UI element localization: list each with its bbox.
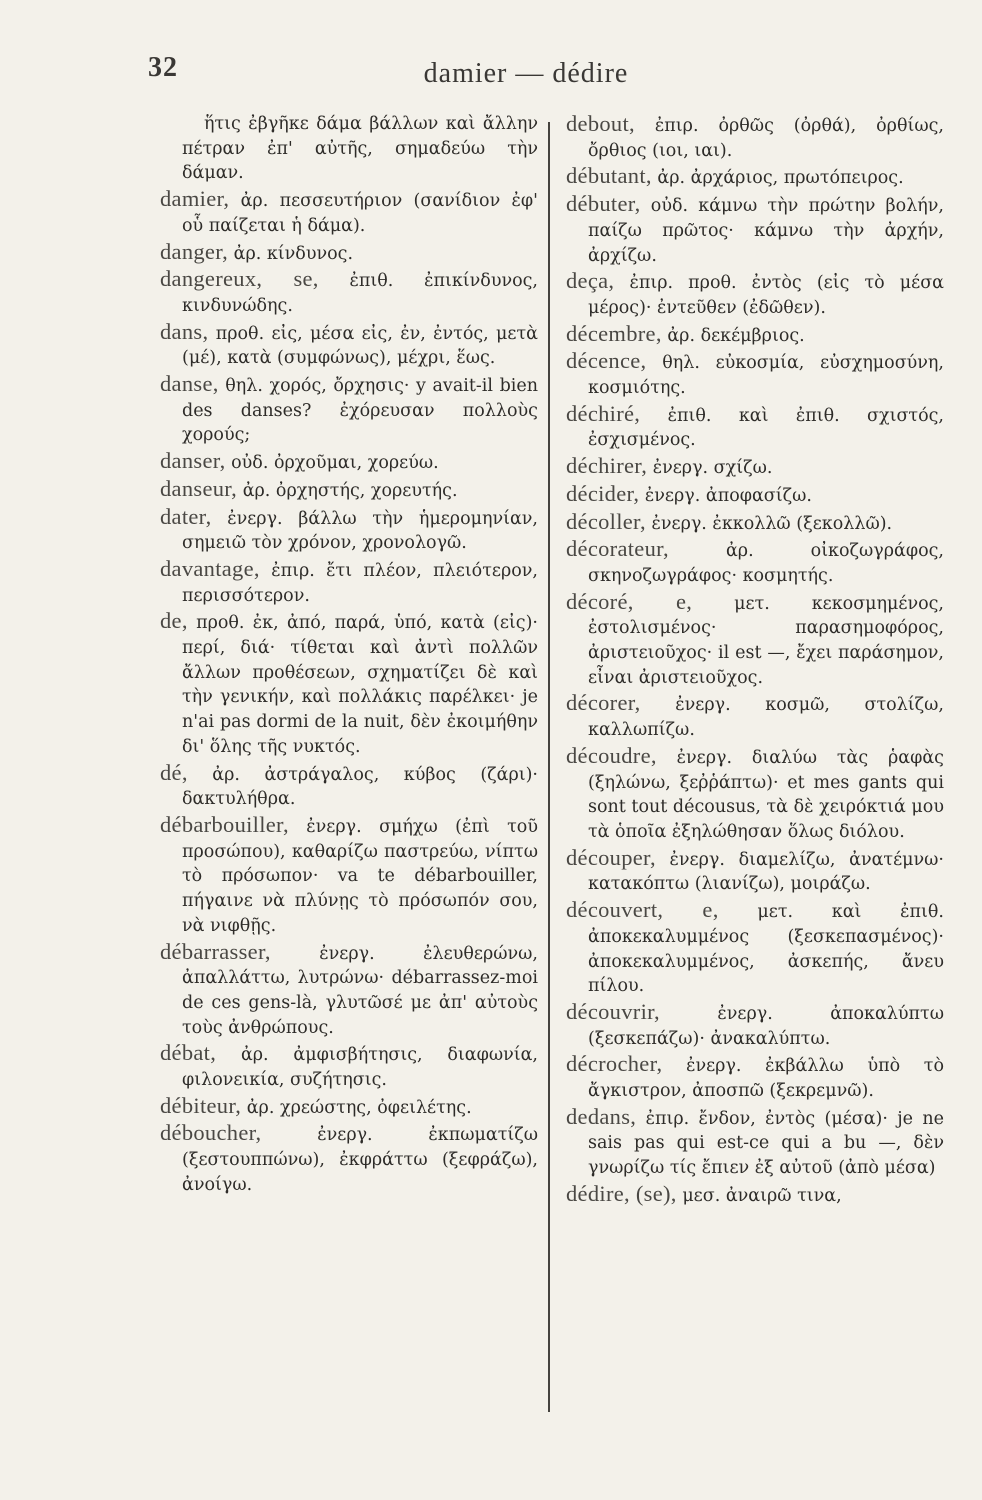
dictionary-entry xyxy=(160,449,538,476)
entry-headword: débuter, xyxy=(566,191,641,217)
entry-headword: décrocher, xyxy=(566,1051,663,1077)
dictionary-entry xyxy=(160,267,538,318)
dictionary-entry xyxy=(160,557,538,608)
dictionary-entry xyxy=(566,482,944,509)
entry-headword: dedans, xyxy=(566,1103,637,1129)
entry-headword: danger, xyxy=(160,238,229,264)
dictionary-entry xyxy=(566,1105,944,1181)
entry-headword: danse, xyxy=(160,371,219,397)
entry-definition: μεσ. ἀναιρῶ τινα, xyxy=(682,1185,842,1206)
entry-definition: ἥτις ἐβγῆκε δάμα βάλλων καὶ ἄλλην πέτραν ἐπ' αὐτῆς, σημαδεύω τὴν δάμαν. xyxy=(182,114,538,184)
dictionary-entry xyxy=(566,898,944,999)
dictionary-entry xyxy=(566,1182,944,1209)
entry-headword: décence, xyxy=(566,348,647,374)
entry-headword: découvrir, xyxy=(566,998,660,1024)
dictionary-entry xyxy=(160,813,538,939)
dictionary-entry xyxy=(160,320,538,371)
dictionary-entry xyxy=(566,402,944,453)
dictionary-entry xyxy=(160,761,538,812)
entry-headword: découvert, e, xyxy=(566,897,719,923)
entry-definition: οὐδ. ὀρχοῦμαι, χορεύω. xyxy=(231,453,439,474)
entry-definition: μετ. κεκοσμημένος, ἐστολισμένος· παρασημοφόρος, ἀριστειοῦχος· il est —, ἔχει παράσημον, εἶναι ἀριστειοῦχος. xyxy=(588,593,944,688)
entry-definition: ἐνεργ. διαλύω τὰς ῥαφὰς (ξηλώνω, ξεῤῥάπτω)· et mes gants qui sont tout décousus, τὰ δὲ χειρόκτιά μου τὰ ὁποῖα ἐξηλώθησαν ὅλως διόλου. xyxy=(588,747,944,842)
entry-headword: déboucher, xyxy=(160,1120,262,1146)
entry-headword: danser, xyxy=(160,448,226,474)
entry-definition: ἐπιρ. προθ. ἐντὸς (εἰς τὸ μέσα μέρος)· ἐντεῦθεν (ἐδῶθεν). xyxy=(588,273,944,318)
dictionary-entry xyxy=(160,1094,538,1121)
entry-definition: ἐνεργ. σχίζω. xyxy=(652,458,773,479)
entry-definition: προθ. εἰς, μέσα εἰς, ἐν, ἐντός, μετὰ (μέ), κατὰ (συμφώνως), μέχρι, ἕως. xyxy=(182,323,538,369)
entry-headword: décider, xyxy=(566,480,640,506)
entry-definition: ἀρ. ἀρχάριος, πρωτόπειρος. xyxy=(657,168,904,189)
dictionary-entry xyxy=(566,590,944,691)
entry-definition: ἐπιθ. καὶ ἐπιθ. σχιστός, ἐσχισμένος. xyxy=(588,405,944,451)
dictionary-entry xyxy=(160,1121,538,1197)
page-number: 32 xyxy=(148,52,178,83)
dictionary-entry xyxy=(160,477,538,504)
entry-definition: ἀρ. χρεώστης, ὀφειλέτης. xyxy=(246,1097,472,1118)
entry-headword: débiteur, xyxy=(160,1092,242,1118)
entry-headword: décoller, xyxy=(566,508,646,534)
dictionary-entry xyxy=(566,691,944,742)
dictionary-entry xyxy=(566,269,944,320)
dictionary-entry xyxy=(566,537,944,588)
entry-headword: décoré, e, xyxy=(566,588,693,614)
entry-definition: μετ. καὶ ἐπιθ. ἀποκεκαλυμμένος (ξεσκεπασμένος)· ἀποκεκαλυμμένος, ἀσκεπής, ἄνευ πίλου. xyxy=(588,902,944,997)
entry-definition: ἀρ. πεσσευτήριον (σανίδιον ἐφ' οὗ παίζεται ἡ δάμα). xyxy=(182,191,538,236)
dictionary-entry xyxy=(566,192,944,268)
entry-definition: ἐνεργ. διαμελίζω, ἀνατέμνω· κατακόπτω (λιανίζω), μοιράζω. xyxy=(588,849,944,895)
dictionary-entry xyxy=(160,112,538,186)
dictionary-entry xyxy=(566,322,944,349)
entry-headword: dans, xyxy=(160,318,209,344)
entry-headword: débarbouiller, xyxy=(160,811,289,837)
left-column xyxy=(160,112,538,1199)
dictionary-entry xyxy=(160,940,538,1041)
column-divider xyxy=(548,122,550,1412)
entry-headword: dater, xyxy=(160,503,212,529)
entry-headword: débarrasser, xyxy=(160,938,271,964)
entry-headword: découper, xyxy=(566,844,656,870)
entry-definition: οὐδ. κάμνω τὴν πρώτην βολήν, παίζω πρῶτος· κάμνω τὴν ἀρχήν, ἀρχίζω. xyxy=(588,196,944,266)
entry-headword: débat, xyxy=(160,1040,217,1066)
entry-definition: ἐνεργ. σμήχω (ἐπὶ τοῦ προσώπου), καθαρίζω παστρεύω, νίπτω τὸ πρόσωπον· va te débarbouiller, πήγαινε νὰ πλύνῃς τὸ πρόσωπόν σου, νὰ νιφθῇς. xyxy=(182,816,538,936)
entry-definition: προθ. ἐκ, ἀπό, παρά, ὑπό, κατὰ (εἰς)· περί, διά· τίθεται καὶ ἀντὶ πολλῶν ἄλλων προθέσεων, σχηματίζει δὲ καὶ τὴν γενικήν, καὶ πολλάκις παρέλκει· je n'ai pas dormi de la nuit, δὲν ἐκοιμήθην δι' ὅλης τῆς νυκτός. xyxy=(182,613,538,757)
entry-definition: θηλ. χορός, ὄρχησις· y avait-il bien des danses? ἐχόρευσαν πολλοὺς χορούς; xyxy=(182,376,538,446)
entry-definition: ἀρ. κίνδυνος. xyxy=(233,243,354,264)
entry-headword: debout, xyxy=(566,111,635,136)
entry-definition: ἀρ. οἰκοζωγράφος, σκηνοζωγράφος· κοσμητής. xyxy=(588,541,944,586)
entry-definition: θηλ. εὐκοσμία, εὐσχημοσύνη, κοσμιότης. xyxy=(588,353,944,399)
entry-definition: ἐπιρ. ἔτι πλέον, πλειότερον, περισσότερον. xyxy=(182,560,538,606)
entry-definition: ἐνεργ. κοσμῶ, στολίζω, καλλωπίζω. xyxy=(588,695,944,741)
entry-headword: découdre, xyxy=(566,742,657,768)
entry-headword: débutant, xyxy=(566,163,652,189)
dictionary-entry xyxy=(566,1052,944,1103)
entry-headword: décorateur, xyxy=(566,536,669,562)
entry-headword: damier, xyxy=(160,186,230,212)
entry-definition: ἐπιρ. ἔνδον, ἐντὸς (μέσα)· je ne sais pas qui est-ce qui a bu —, δὲν γνωρίζω τίς ἔπιεν ἐξ αὐτοῦ (ἀπὸ μέσα) xyxy=(588,1108,944,1179)
dictionary-entry xyxy=(566,349,944,400)
entry-definition: ἐπιρ. ὀρθῶς (ὀρθά), ὀρθίως, ὄρθιος (ιοι, ιαι). xyxy=(588,116,944,161)
entry-definition: ἀρ. ὀρχηστής, χορευτής. xyxy=(242,480,458,501)
entry-definition: ἐνεργ. ἀποκαλύπτω (ξεσκεπάζω)· ἀνακαλύπτω. xyxy=(588,1003,944,1049)
entry-headword: dé, xyxy=(160,759,188,785)
dictionary-entry xyxy=(566,510,944,537)
dictionary-entry xyxy=(566,744,944,845)
entry-headword: dédire, (se), xyxy=(566,1180,677,1206)
dictionary-entry xyxy=(160,372,538,448)
running-head: damier — dédire xyxy=(423,58,629,89)
dictionary-entry xyxy=(566,846,944,897)
entry-definition: ἐνεργ. ἐλευθερώνω, ἀπαλλάττω, λυτρώνω· débarrassez-moi de ces gens-là, γλυτῶσέ με ἀπ' αὐτοὺς τοὺς ἀνθρώπους. xyxy=(182,943,538,1038)
entry-definition: ἐνεργ. ἐκπωματίζω (ξεστουππώνω), ἐκφράττω (ξεφράζω), ἀνοίγω. xyxy=(182,1125,538,1195)
entry-definition: ἐνεργ. ἐκκολλῶ (ξεκολλῶ). xyxy=(651,513,893,534)
dictionary-entry xyxy=(160,1041,538,1092)
entry-definition: ἐνεργ. ἀποφασίζω. xyxy=(644,485,812,506)
entry-headword: dangereux, se, xyxy=(160,266,319,292)
entry-headword: décorer, xyxy=(566,690,641,716)
dictionary-entry xyxy=(566,454,944,481)
dictionary-entry xyxy=(566,164,944,191)
entry-definition: ἀρ. ἀστράγαλος, κύβος (ζάρι)· δακτυλήθρα. xyxy=(182,764,538,810)
entry-definition: ἐνεργ. βάλλω τὴν ἡμερομηνίαν, σημειῶ τὸν χρόνον, χρονολογῶ. xyxy=(182,508,538,554)
entry-headword: davantage, xyxy=(160,555,260,581)
right-column xyxy=(566,112,944,1210)
dictionary-entry xyxy=(160,240,538,267)
dictionary-entry xyxy=(160,609,538,759)
dictionary-entry xyxy=(566,112,944,163)
entry-headword: danseur, xyxy=(160,475,238,501)
entry-definition: ἀρ. ἀμφισβήτησις, διαφωνία, φιλονεικία, συζήτησις. xyxy=(182,1045,538,1091)
entry-definition: ἐνεργ. ἐκβάλλω ὑπὸ τὸ ἄγκιστρον, ἀποσπῶ (ξεκρεμνῶ). xyxy=(588,1056,944,1102)
dictionary-entry xyxy=(160,505,538,556)
entry-headword: déchiré, xyxy=(566,400,641,426)
dictionary-entry xyxy=(160,187,538,238)
entry-headword: déchirer, xyxy=(566,453,648,479)
dictionary-entry xyxy=(566,1000,944,1051)
entry-definition: ἀρ. δεκέμβριος. xyxy=(667,325,805,346)
entry-definition: ἐπιθ. ἐπικίνδυνος, κινδυνώδης. xyxy=(182,271,538,316)
entry-headword: décembre, xyxy=(566,320,662,346)
entry-headword: deça, xyxy=(566,268,615,294)
entry-headword: de, xyxy=(160,608,188,634)
